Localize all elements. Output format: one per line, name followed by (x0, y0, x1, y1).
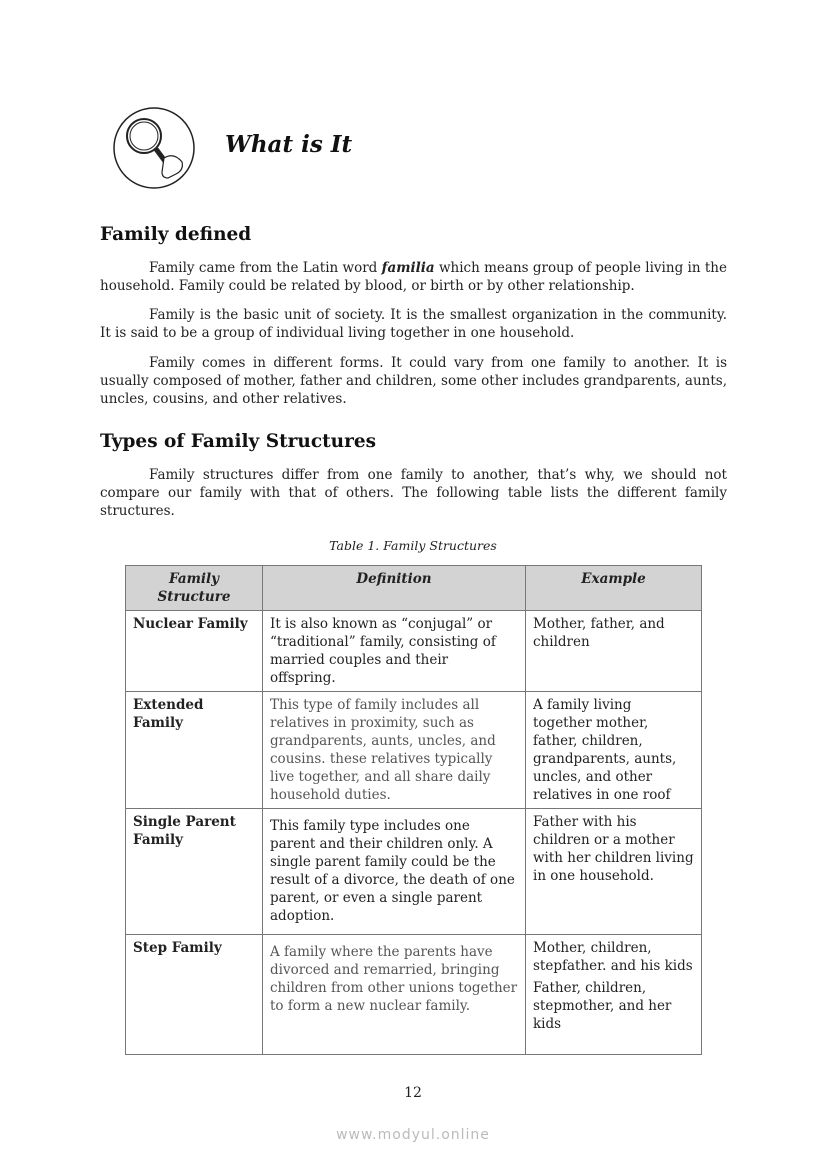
example-text: Mother, children, stepfather. and his kids (533, 940, 693, 974)
header-cell: Example (526, 566, 702, 611)
table-caption: Table 1. Family Structures (329, 538, 497, 553)
emphasis-term: familia (381, 260, 435, 276)
paragraph: Family comes in different forms. It could vary from one family to another. It is usually composed of mother, father and children, some other includes grandparents, aunts, uncles, cousins, and other relatives. (100, 355, 727, 407)
definition-cell: It is also known as “conjugal” or “traditional” family, consisting of married couples and their offspring. (263, 611, 526, 692)
structure-cell: Single Parent Family (126, 809, 263, 935)
text: which means group of people living in the household. Family could be related by blood, or birth or by other relationship. (100, 260, 727, 294)
definition-cell: This type of family includes all relatives in proximity, such as grandparents, aunts, uncles, and cousins. these relatives typically live together, and all share daily household duties. (263, 692, 526, 809)
family-structures-table (125, 565, 702, 1055)
example-text: Father, children, stepmother, and her kids (533, 980, 672, 1032)
structure-cell: Nuclear Family (126, 611, 263, 692)
section-heading-family-defined: Family defined (100, 224, 252, 245)
structure-cell: Step Family (126, 935, 263, 1055)
header-cell: Definition (263, 566, 526, 611)
header-cell: Family Structure (126, 566, 263, 611)
example-cell: A family living together mother, father, children, grandparents, aunts, uncles, and other relatives in one roof (526, 692, 702, 809)
text: Family came from the Latin word (149, 260, 382, 276)
example-cell: Father with his children or a mother with her children living in one household. (526, 809, 702, 935)
definition-cell: This family type includes one parent and their children only. A single parent family could be the result of a divorce, the death of one parent, or even a single parent adoption. (263, 809, 526, 935)
table-row (126, 809, 702, 935)
paragraph: Family structures differ from one family to another, that’s why, we should not compare our family with that of others. The following table lists the different family structures. (100, 467, 727, 519)
paragraph: Family is the basic unit of society. It is the smallest organization in the community. It is said to be a group of individual living together in one household. (100, 307, 727, 341)
table-header-row (126, 566, 702, 611)
example-cell: Mother, father, and children (526, 611, 702, 692)
watermark: www.modyul.online (336, 1127, 490, 1143)
page-title: What is It (225, 131, 353, 158)
table-row (126, 935, 702, 1055)
page-number: 12 (404, 1085, 422, 1101)
section-heading-family-structures: Types of Family Structures (100, 431, 377, 452)
structure-cell: Extended Family (126, 692, 263, 809)
table-row (126, 611, 702, 692)
table-row (126, 692, 702, 809)
paragraph (100, 259, 727, 295)
magnifying-glass-icon (112, 106, 196, 190)
example-cell (526, 935, 702, 1055)
definition-cell: A family where the parents have divorced and remarried, bringing children from other unions together to form a new nuclear family. (263, 935, 526, 1055)
